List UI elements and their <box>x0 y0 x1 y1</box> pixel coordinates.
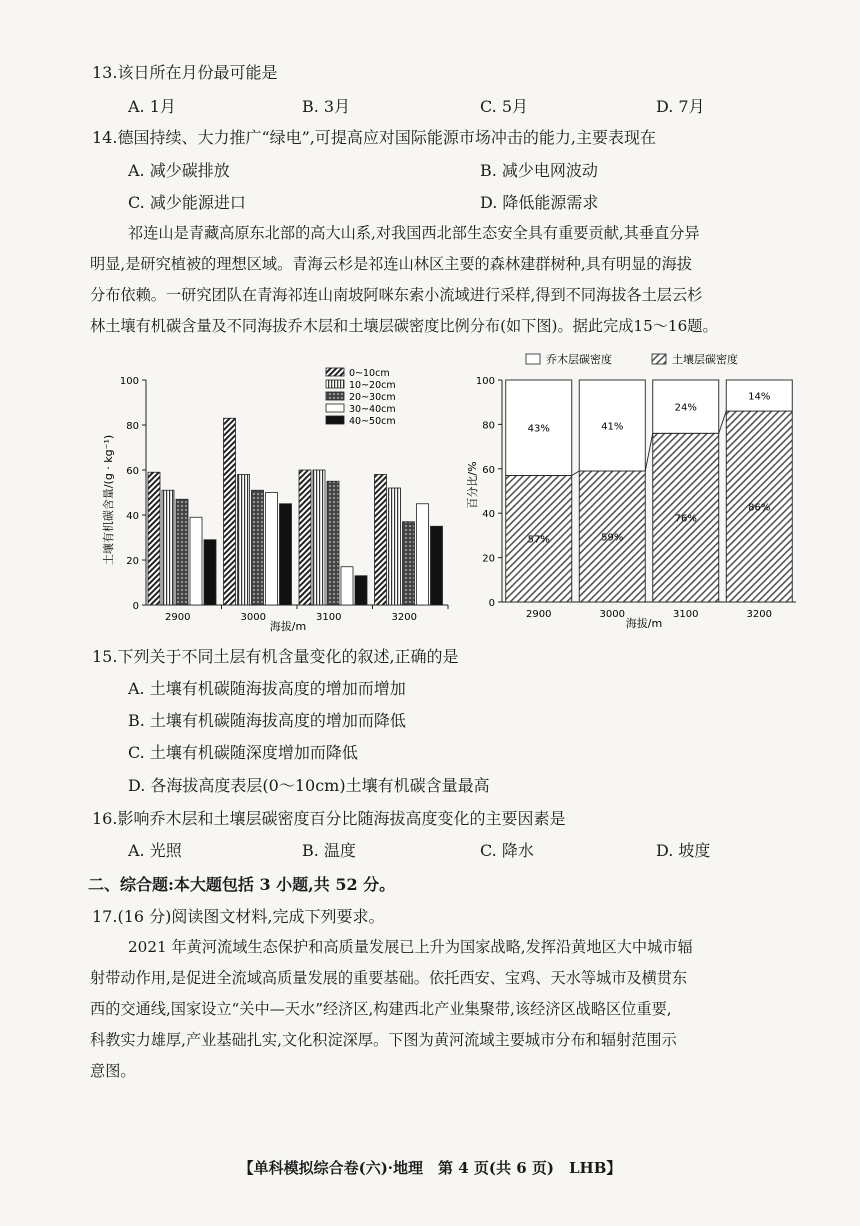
chart1-xlabel: 海拔/m <box>269 620 307 633</box>
chart1-ytick-label: 100 <box>119 376 139 387</box>
chart1-bar <box>252 490 264 605</box>
chart2-xtick-label: 3200 <box>746 609 772 620</box>
chart1-bar <box>389 488 401 605</box>
chart2-data-label-soil: 59% <box>601 532 624 544</box>
q15-option-b: B. 土壤有机碳随海拔高度的增加而降低 <box>128 711 406 730</box>
chart2-data-label-soil: 76% <box>674 513 697 525</box>
chart2-connector-line <box>645 433 653 471</box>
carbon-density-percentage-chart <box>462 345 802 635</box>
chart1-xtick-label: 3000 <box>240 612 266 623</box>
q16-option-a: A. 光照 <box>128 841 182 860</box>
chart1-legend-label: 20~30cm <box>349 392 396 403</box>
chart2-legend-swatch <box>526 354 540 364</box>
question-14-stem: 14.德国持续、大力推广“绿电”,可提高应对国际能源市场冲击的能力,主要表现在 <box>92 128 656 147</box>
passage-line: 明显,是研究植被的理想区域。青海云杉是祁连山林区主要的森林建群树种,具有明显的海拔 <box>90 255 692 273</box>
chart2-ytick-label: 80 <box>482 420 495 432</box>
q16-option-b: B. 温度 <box>302 841 356 860</box>
q15-option-a: A. 土壤有机碳随海拔高度的增加而增加 <box>128 679 406 698</box>
chart2-xlabel: 海拔/m <box>625 617 663 630</box>
passage-line: 西的交通线,国家设立“关中—天水”经济区,构建西北产业集聚带,该经济区战略区位重要, <box>90 1000 672 1018</box>
chart1-bar <box>190 517 202 605</box>
chart1-bar <box>204 540 216 605</box>
chart1-bar <box>299 470 311 605</box>
passage-line: 分布依赖。一研究团队在青海祁连山南坡阿咪东索小流域进行采样,得到不同海拔各土层云杉 <box>90 286 703 304</box>
chart1-ytick-label: 40 <box>126 511 139 522</box>
chart1-bar <box>313 470 325 605</box>
q13-option-c: C. 5月 <box>480 97 529 116</box>
chart1-bar <box>162 490 174 605</box>
chart1-legend-swatch <box>326 392 344 400</box>
chart2-ytick-label: 0 <box>488 598 495 609</box>
page-footer: 【单科模拟综合卷(六)·地理 第 4 页(共 6 页) LHB】 <box>238 1159 622 1177</box>
chart1-bar <box>355 576 367 605</box>
chart2-ylabel: 百分比/% <box>466 461 479 509</box>
chart1-bar <box>224 418 236 605</box>
chart2-data-label-soil: 57% <box>527 534 550 546</box>
chart2-ytick-label: 40 <box>482 509 495 521</box>
chart1-ytick-label: 0 <box>132 601 139 612</box>
chart2-legend-label: 土壤层碳密度 <box>672 353 738 366</box>
question-13-stem: 13.该日所在月份最可能是 <box>92 63 278 82</box>
chart1-xtick-label: 3200 <box>391 612 417 623</box>
q13-option-d: D. 7月 <box>656 97 705 116</box>
chart1-bar <box>375 475 387 606</box>
chart1-bar <box>327 481 339 605</box>
chart2-data-label-soil: 86% <box>748 502 771 514</box>
chart2-xtick-label: 2900 <box>526 609 552 620</box>
q15-option-d: D. 各海拔高度表层(0～10cm)土壤有机碳含量最高 <box>128 776 490 795</box>
chart1-bar <box>403 522 415 605</box>
chart1-xtick-label: 3100 <box>316 612 342 623</box>
passage-line: 科教实力雄厚,产业基础扎实,文化积淀深厚。下图为黄河流域主要城市分布和辐射范围示 <box>90 1031 677 1049</box>
chart2-data-label-tree: 24% <box>674 402 697 414</box>
chart1-legend-label: 10~20cm <box>349 380 396 391</box>
chart2-data-label-tree: 43% <box>527 423 550 435</box>
chart1-bar <box>341 567 353 605</box>
q15-option-c: C. 土壤有机碳随深度增加而降低 <box>128 743 358 762</box>
chart2-ytick-label: 60 <box>482 464 495 476</box>
chart2-data-label-tree: 41% <box>601 421 624 433</box>
q16-option-c: C. 降水 <box>480 841 534 860</box>
chart1-legend-swatch <box>326 404 344 412</box>
chart2-ytick-label: 100 <box>475 376 495 387</box>
section-heading: 二、综合题:本大题包括 3 小题,共 52 分。 <box>88 875 396 894</box>
chart1-legend-swatch <box>326 416 344 424</box>
chart1-bar <box>148 472 160 605</box>
q13-option-b: B. 3月 <box>302 97 351 116</box>
q14-option-d: D. 降低能源需求 <box>480 193 599 212</box>
passage-line: 射带动作用,是促进全流域高质量发展的重要基础。依托西安、宝鸡、天水等城市及横贯东 <box>90 969 688 987</box>
chart1-xtick-label: 2900 <box>165 612 191 623</box>
chart1-legend-label: 30~40cm <box>349 404 396 415</box>
chart2-xtick-label: 3100 <box>673 609 699 620</box>
passage-yellow-river <box>90 932 790 1087</box>
chart1-ytick-label: 60 <box>126 466 139 477</box>
passage-line: 2021 年黄河流域生态保护和高质量发展已上升为国家战略,发挥沿黄地区大中城市辐 <box>128 938 693 956</box>
question-17-stem: 17.(16 分)阅读图文材料,完成下列要求。 <box>92 907 385 926</box>
chart1-legend-swatch <box>326 380 344 388</box>
chart1-bar <box>176 499 188 605</box>
q14-option-b: B. 减少电网波动 <box>480 161 598 180</box>
chart1-bar <box>431 526 443 605</box>
chart2-xtick-label: 3000 <box>599 609 625 620</box>
chart1-bar <box>280 504 292 605</box>
chart1-legend-label: 40~50cm <box>349 416 396 427</box>
question-16-stem: 16.影响乔木层和土壤层碳密度百分比随海拔高度变化的主要因素是 <box>92 809 566 828</box>
chart2-legend-label: 乔木层碳密度 <box>546 353 612 366</box>
chart1-legend-swatch <box>326 368 344 376</box>
chart2-connector-line <box>719 411 727 433</box>
soil-organic-carbon-chart <box>100 360 460 635</box>
chart1-ytick-label: 20 <box>126 556 139 567</box>
chart2-data-label-tree: 14% <box>748 391 771 403</box>
q14-option-c: C. 减少能源进口 <box>128 193 246 212</box>
chart1-ytick-label: 80 <box>126 421 139 432</box>
q13-option-a: A. 1月 <box>128 97 176 116</box>
passage-qilian <box>90 218 790 342</box>
chart1-bar <box>238 475 250 606</box>
chart1-bar <box>417 504 429 605</box>
question-15-stem: 15.下列关于不同土层有机含量变化的叙述,正确的是 <box>92 647 459 666</box>
chart2-ytick-label: 20 <box>482 553 495 565</box>
passage-line: 林土壤有机碳含量及不同海拔乔木层和土壤层碳密度比例分布(如下图)。据此完成15～16题。 <box>90 317 718 335</box>
passage-line: 祁连山是青藏高原东北部的高大山系,对我国西北部生态安全具有重要贡献,其垂直分异 <box>128 224 700 242</box>
chart1-ylabel: 土壤有机碳含量/(g · kg⁻¹) <box>102 434 115 566</box>
chart1-legend-label: 0~10cm <box>349 368 390 379</box>
chart2-legend-swatch <box>652 354 666 364</box>
chart2-connector-line <box>572 471 580 475</box>
q14-option-a: A. 减少碳排放 <box>128 161 230 180</box>
chart1-bar <box>266 493 278 606</box>
q16-option-d: D. 坡度 <box>656 841 711 860</box>
passage-line: 意图。 <box>90 1062 136 1080</box>
